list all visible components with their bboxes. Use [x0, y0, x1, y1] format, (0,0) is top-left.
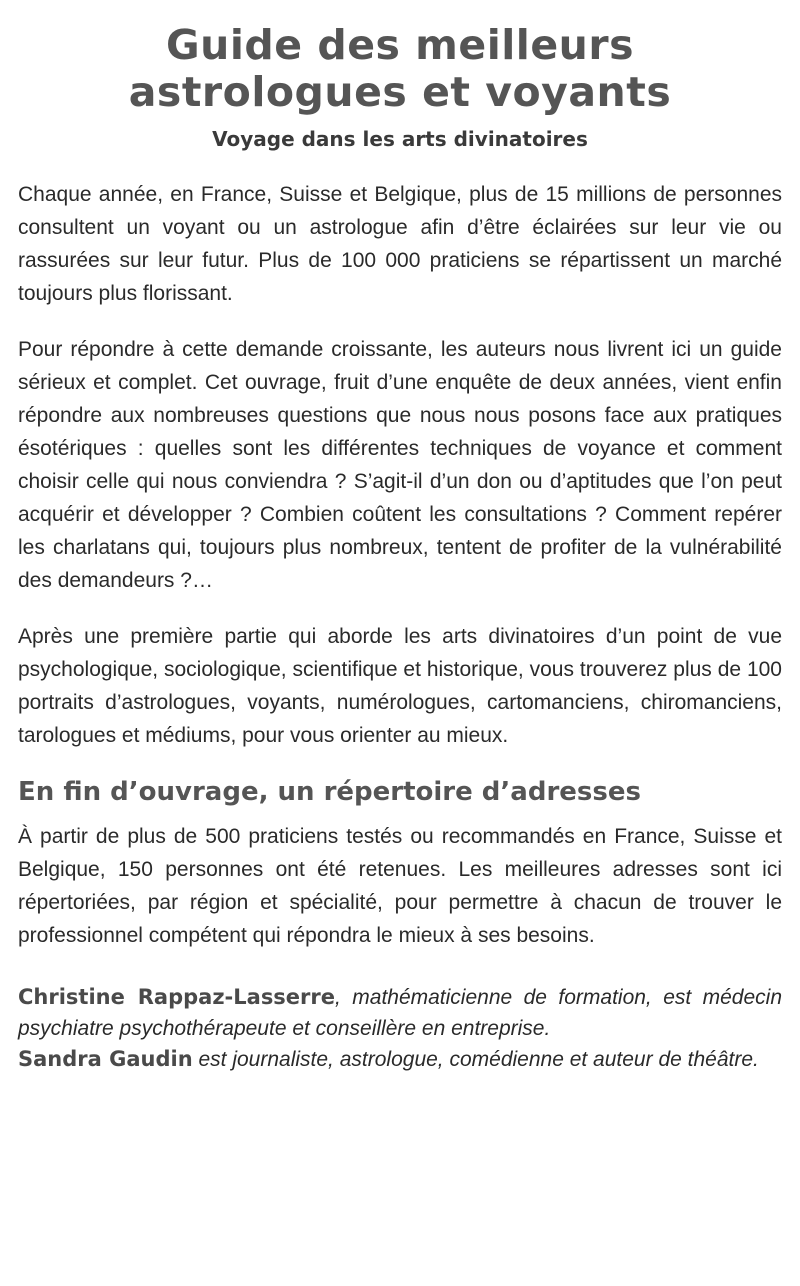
book-title-line-1: Guide des meilleurs	[166, 21, 634, 69]
author-name: Christine Rappaz-Lasserre	[18, 985, 336, 1009]
directory-paragraph: À partir de plus de 500 praticiens testés ou recommandés en France, Suisse et Belgique, 150 personnes ont été retenues. Les meilleures adresses sont ici répertoriées, par région et spécialité, pour permettre à chacun de trouver le professionnel compétent qui répondra le mieux à ses besoins.	[18, 825, 782, 947]
book-subtitle: Voyage dans les arts divinatoires	[212, 127, 588, 151]
author-description: est journaliste, astrologue, comédienne et auteur de théâtre.	[192, 1048, 759, 1071]
author-name: Sandra Gaudin	[18, 1047, 193, 1071]
authors-block	[18, 982, 782, 1075]
contents-paragraph: Après une première partie qui aborde les arts divinatoires d’un point de vue psychologique, sociologique, scientifique et historique, vous trouverez plus de 100 portraits d’astrologues, voyants, numérologues, cartomanciens, chiromanciens, tarologues et médiums, pour vous orienter au mieux.	[18, 625, 782, 747]
section-heading: En fin d’ouvrage, un répertoire d’adresses	[18, 777, 641, 807]
book-title	[18, 22, 782, 116]
author-description: , mathématicienne de formation, est médecin psychiatre psychothérapeute et conseillère en entreprise.	[18, 986, 783, 1040]
back-cover-text	[18, 22, 782, 1075]
author-entry	[18, 982, 782, 1044]
author-entry	[18, 1044, 782, 1075]
intro-paragraph: Chaque année, en France, Suisse et Belgique, plus de 15 millions de personnes consultent un voyant ou un astrologue afin d’être éclairées sur leur vie ou rassurées sur leur futur. Plus de 100 000 praticiens se répartissent un marché toujours plus florissant.	[18, 183, 782, 305]
book-title-line-2: astrologues et voyants	[128, 68, 672, 116]
questions-paragraph: Pour répondre à cette demande croissante, les auteurs nous livrent ici un guide sérieux et complet. Cet ouvrage, fruit d’une enquête de deux années, vient enfin répondre aux nombreuses questions que nous nous posons face aux pratiques ésotériques : quelles sont les différentes techniques de voyance et comment choisir celle qui nous conviendra ? S’agit-il d’un don ou d’aptitudes que l’on peut acquérir et développer ? Combien coûtent les consultations ? Comment repérer les charlatans qui, toujours plus nombreux, tentent de profiter de la vulnérabilité des demandeurs ?…	[18, 338, 782, 592]
